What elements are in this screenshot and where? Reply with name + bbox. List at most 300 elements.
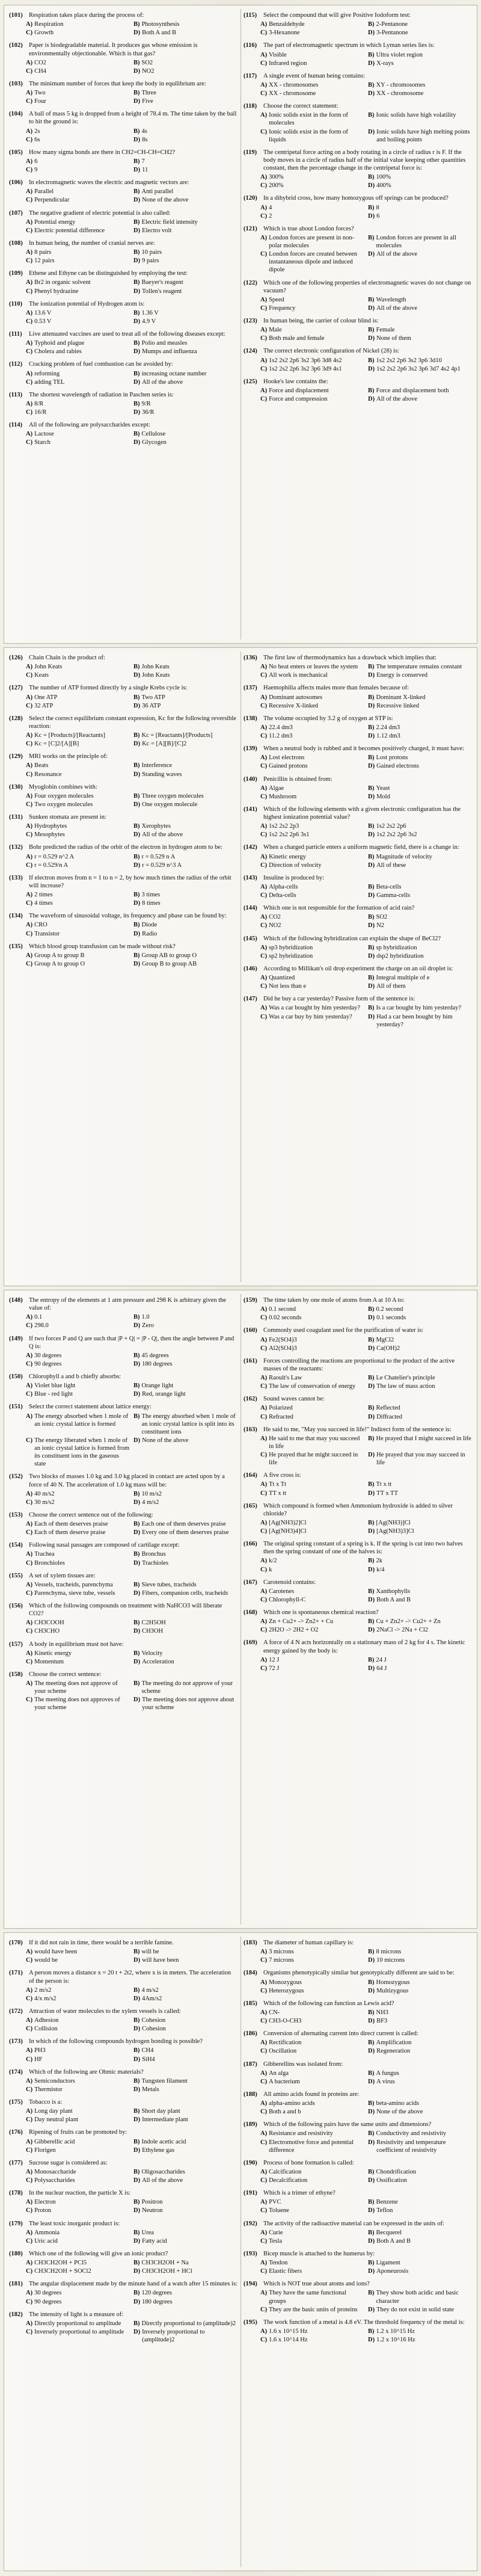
option-letter: A) <box>260 2199 268 2206</box>
question-head <box>9 360 237 368</box>
question-head <box>244 2250 472 2258</box>
option-text: Beta-cells <box>376 883 402 890</box>
option-letter: C) <box>26 348 33 356</box>
option-letter: A) <box>26 823 33 830</box>
option-text: Blue - red light <box>34 1391 73 1398</box>
question-text: Tobacco is a: <box>29 2099 63 2106</box>
option-item <box>26 702 130 710</box>
option-item <box>368 1382 472 1390</box>
option-letter: D) <box>368 952 375 960</box>
question-number: (123) <box>244 318 257 324</box>
option-letter: B) <box>133 1490 140 1497</box>
question-number: (138) <box>244 715 257 722</box>
option-text: 4 times <box>34 900 53 907</box>
option-letter: B) <box>133 1521 140 1527</box>
option-text: 90 degrees <box>34 2298 62 2305</box>
question-number: (175) <box>9 2099 23 2106</box>
option-letter: D) <box>368 2018 375 2024</box>
question-item <box>244 72 472 97</box>
option-letter: C) <box>260 861 268 869</box>
option-text: will have been <box>142 1957 179 1964</box>
option-text: Both A and B <box>376 1596 411 1603</box>
question-head <box>244 654 472 662</box>
option-item <box>260 732 364 740</box>
question-text: In human being, the carrier of colour blind is: <box>263 318 379 324</box>
option-text: Bronchioles <box>34 1559 65 1567</box>
option-letter: D) <box>368 60 375 67</box>
option-text: Momentum <box>34 1658 64 1665</box>
option-text: 6 <box>34 158 38 165</box>
option-item <box>260 1596 364 1604</box>
option-item <box>260 326 364 334</box>
question-head <box>9 1671 237 1678</box>
question-number: (114) <box>9 422 23 429</box>
question-text: Sunken stomata are present in: <box>29 814 106 821</box>
question-item <box>9 1641 237 1666</box>
option-text: CH3CH2OH + SOCl2 <box>34 2268 91 2275</box>
option-item <box>260 1413 364 1421</box>
question-number: (165) <box>244 1502 257 1509</box>
option-item <box>26 400 130 408</box>
question-number: (182) <box>9 2311 23 2318</box>
option-text: r = 0.529/n A <box>34 861 69 869</box>
option-letter: D) <box>133 29 141 37</box>
question-item <box>244 279 472 313</box>
option-text: All of the above <box>142 2177 183 2184</box>
option-item <box>260 2047 364 2055</box>
option-item <box>368 365 472 373</box>
option-letter: D) <box>133 197 141 204</box>
option-text: London forces are present in non-polar molecules <box>269 234 355 249</box>
option-item <box>260 60 364 67</box>
option-item <box>368 90 472 97</box>
option-item <box>368 784 472 792</box>
option-text: 2 <box>269 212 272 220</box>
question-item <box>9 1473 237 1506</box>
question-item <box>244 2091 472 2116</box>
option-letter: B) <box>133 2047 140 2054</box>
option-text: Mold <box>376 793 390 800</box>
question-head <box>244 2159 472 2167</box>
question-text: Which one of the following will give an ionic product? <box>29 2250 168 2257</box>
question-text: Bohr predicted the radius of the orbit of the electron in hydrogen atom to be: <box>29 844 222 851</box>
option-item <box>133 279 237 286</box>
right-column <box>244 11 472 637</box>
option-text: 7 <box>141 158 145 165</box>
option-letter: B) <box>133 158 140 165</box>
option-text: Lactose <box>34 431 54 438</box>
question-number: (153) <box>9 1511 23 1518</box>
option-item <box>26 248 130 256</box>
option-item <box>260 365 364 373</box>
option-item <box>368 762 472 770</box>
question-number: (111) <box>9 331 22 337</box>
question-text: Myoglobin combines with: <box>29 783 97 790</box>
option-item <box>26 1499 130 1506</box>
option-letter: B) <box>368 51 375 58</box>
options-list <box>26 1520 237 1536</box>
question-text: Chain Chain is the product of: <box>29 655 105 661</box>
option-item <box>133 2107 237 2115</box>
option-item <box>26 1956 130 1964</box>
option-letter: A) <box>260 296 268 303</box>
options-list <box>26 2047 237 2063</box>
option-letter: B) <box>133 1986 140 1994</box>
option-letter: A) <box>260 1618 268 1625</box>
option-item <box>368 2267 472 2275</box>
option-text: Standing waves <box>142 771 182 778</box>
question-number: (154) <box>9 1542 23 1549</box>
question-item <box>244 1502 472 1536</box>
option-text: Br2 in organic solvent <box>34 279 91 286</box>
option-text: Resistivity and temperature coefficient of resistivity <box>376 2139 446 2154</box>
option-letter: B) <box>133 2199 140 2206</box>
option-letter: B) <box>368 357 375 364</box>
question-item <box>244 1357 472 1391</box>
option-item <box>133 2056 237 2063</box>
option-letter: B) <box>368 21 375 28</box>
option-text: Both male and female <box>269 335 325 342</box>
question-text: The intensity of light is a measure of: <box>29 2311 124 2318</box>
option-text: Toluene <box>269 2207 289 2214</box>
question-text: Attraction of water molecules to the xylem vessels is called: <box>29 2007 181 2015</box>
option-item <box>133 1986 237 1994</box>
option-item <box>260 944 364 952</box>
option-text: r = 0.529 n^3 A <box>142 861 182 869</box>
question-number: (189) <box>244 2121 257 2128</box>
option-letter: A) <box>26 59 33 66</box>
option-item <box>26 288 130 295</box>
option-text: They are the basic units of proteins <box>269 2306 358 2313</box>
option-text: 2.24 dm3 <box>376 724 400 731</box>
option-letter: A) <box>260 2069 268 2077</box>
option-item <box>368 1490 472 1497</box>
option-text: Algae <box>269 784 284 792</box>
option-item <box>260 1305 364 1313</box>
option-letter: D) <box>133 439 141 446</box>
option-item <box>368 2306 472 2314</box>
question-item <box>9 1373 237 1398</box>
options-list <box>260 1404 472 1420</box>
option-item <box>260 822 364 830</box>
option-letter: A) <box>260 2039 268 2047</box>
option-item <box>133 29 237 37</box>
option-letter: C) <box>26 741 33 748</box>
option-item <box>26 1313 130 1321</box>
question-item <box>244 1540 472 1574</box>
options-list <box>260 822 472 839</box>
question-head <box>244 102 472 110</box>
option-item <box>260 296 364 304</box>
option-item <box>368 81 472 89</box>
option-item <box>133 1589 237 1597</box>
option-letter: C) <box>260 2109 268 2116</box>
option-letter: A) <box>26 762 33 769</box>
question-item <box>244 684 472 709</box>
option-item <box>133 1352 237 1360</box>
option-text: k/2 <box>269 1558 277 1565</box>
question-text: If two forces P and Q are such that |P + Q| = |P - Q|, then the angle between P and Q is: <box>29 1335 234 1350</box>
option-text: XX - chromosomes <box>269 81 319 88</box>
option-letter: C) <box>260 2048 268 2055</box>
option-letter: C) <box>26 1957 33 1964</box>
option-text: Amplification <box>376 2039 412 2047</box>
options-list <box>260 81 472 97</box>
question-head <box>9 1296 237 1312</box>
question-number: (113) <box>9 391 23 398</box>
option-letter: C) <box>26 2146 33 2154</box>
question-number: (145) <box>244 935 257 942</box>
option-item <box>133 1948 237 1956</box>
option-text: 7 microns <box>269 1957 294 1964</box>
option-letter: A) <box>260 2100 268 2107</box>
option-letter: B) <box>133 1551 140 1558</box>
option-item <box>260 974 364 982</box>
option-item <box>260 982 364 990</box>
question-head <box>244 194 472 202</box>
option-letter: D) <box>368 128 375 135</box>
question-number: (128) <box>9 715 23 722</box>
option-text: Chondrification <box>376 2168 416 2175</box>
option-letter: A) <box>26 90 33 96</box>
option-text: Semiconductors <box>34 2077 75 2085</box>
options-list <box>26 400 237 416</box>
option-text: A bacterium <box>269 2078 300 2085</box>
question-number: (135) <box>9 943 23 950</box>
option-item <box>133 2237 237 2245</box>
options-list <box>260 204 472 220</box>
question-item <box>9 2068 237 2094</box>
option-text: Had a car been bought by him yesterday? <box>376 1013 453 1028</box>
question-head <box>244 1579 472 1586</box>
option-letter: D) <box>133 348 141 356</box>
option-text: London forces are created between instantaneous dipole and induced dipole <box>269 251 358 274</box>
option-item <box>260 1490 364 1497</box>
option-letter: C) <box>260 128 268 135</box>
option-item <box>26 2116 130 2124</box>
question-number: (166) <box>244 1541 257 1548</box>
option-item <box>133 2025 237 2033</box>
question-item <box>244 1969 472 1994</box>
question-item <box>9 943 237 968</box>
option-item <box>133 801 237 809</box>
option-text: Tendon <box>269 2260 288 2266</box>
option-item <box>368 694 472 701</box>
option-item <box>368 2177 472 2184</box>
options-list <box>260 1374 472 1390</box>
option-item <box>260 2237 364 2245</box>
question-head <box>9 912 237 920</box>
question-head <box>244 1471 472 1479</box>
option-text: Oscillation <box>269 2048 297 2055</box>
right-column <box>244 1296 472 1922</box>
option-letter: C) <box>260 983 268 990</box>
option-item <box>368 182 472 190</box>
option-letter: D) <box>133 2207 141 2214</box>
option-letter: C) <box>260 182 268 190</box>
question-item <box>9 1602 237 1636</box>
option-item <box>260 1382 364 1390</box>
option-letter: B) <box>133 2260 140 2266</box>
question-head <box>244 2121 472 2128</box>
option-text: 8/R <box>34 400 44 407</box>
option-item <box>26 2259 130 2267</box>
option-text: 9 pairs <box>142 257 159 265</box>
question-text: The first law of thermodynamics has a drawback which implies that: <box>263 655 437 661</box>
question-item <box>244 2280 472 2314</box>
option-letter: A) <box>26 400 33 407</box>
question-number: (190) <box>244 2159 257 2166</box>
question-text: Which of the following pairs have the same units and dimensions? <box>263 2121 432 2128</box>
option-letter: B) <box>133 128 140 135</box>
options-list <box>260 173 472 190</box>
option-text: Thermistor <box>34 2086 63 2093</box>
option-item <box>368 1566 472 1574</box>
option-item <box>26 378 130 386</box>
question-item <box>9 2159 237 2184</box>
option-text: Both a and b <box>269 2109 301 2116</box>
option-text: Red, orange light <box>142 1391 186 1398</box>
option-text: London forces are present in all molecules <box>376 234 456 249</box>
question-text: Which of the following are Ohmic materials? <box>29 2068 144 2075</box>
option-text: Diode <box>141 922 158 929</box>
question-number: (186) <box>244 2030 257 2038</box>
option-item <box>133 694 237 701</box>
option-letter: D) <box>133 2298 141 2305</box>
question-text: Choose the correct sentence out of the following: <box>29 1511 153 1518</box>
option-item <box>133 921 237 929</box>
option-letter: B) <box>368 853 375 860</box>
question-item <box>9 654 237 679</box>
option-letter: D) <box>368 1345 375 1352</box>
question-head <box>9 1541 237 1549</box>
option-text: XY - chromosomes <box>376 81 426 88</box>
option-text: Curie <box>269 2229 283 2236</box>
options-list <box>26 1948 237 1964</box>
option-item <box>368 2139 472 2154</box>
option-letter: B) <box>133 279 140 286</box>
option-text: 9/R <box>141 400 151 407</box>
option-text: Florigen <box>34 2146 56 2154</box>
option-item <box>260 2139 364 2154</box>
question-number: (108) <box>9 239 23 247</box>
option-letter: D) <box>133 288 141 295</box>
question-number: (152) <box>9 1473 23 1481</box>
option-text: Cu + Zn2+ -> Cu2+ + Zn <box>376 1618 441 1625</box>
options-list <box>26 20 237 37</box>
option-text: 180 degrees <box>142 2298 173 2305</box>
option-item <box>133 348 237 356</box>
option-text: A fungus <box>376 2069 399 2077</box>
option-text: None of the above <box>376 2109 423 2116</box>
question-text: A ball of mass 5 kg is dropped from a height of 78.4 m. The time taken by the ball to hit the ground is: <box>29 111 237 126</box>
question-text: Respiration takes place during the process of: <box>29 12 144 19</box>
option-item <box>26 2025 130 2033</box>
option-letter: C) <box>260 1987 268 1994</box>
option-item <box>133 309 237 317</box>
options-list <box>260 111 472 144</box>
options-list <box>26 1352 237 1368</box>
option-item <box>133 1413 237 1436</box>
option-text: Sieve tubes, tracheids <box>141 1581 197 1588</box>
question-number: (110) <box>9 300 23 307</box>
option-item <box>133 792 237 800</box>
question-text: Organisms phenotypically similar but genotypically different are said to be: <box>263 1970 455 1977</box>
option-item <box>260 2130 364 2137</box>
option-text: Baeyer's reagent <box>141 279 183 286</box>
option-letter: A) <box>260 1558 268 1565</box>
options-list <box>260 2100 472 2116</box>
option-item <box>26 1627 130 1635</box>
option-text: [Ag(NH3)4]Cl <box>269 1528 307 1535</box>
option-text: Frequency <box>269 304 296 312</box>
option-letter: A) <box>26 1521 33 1527</box>
option-letter: D) <box>133 1628 141 1635</box>
option-item <box>133 1360 237 1368</box>
option-item <box>133 2289 237 2297</box>
option-item <box>260 20 364 28</box>
option-text: Group AB to group O <box>141 952 197 959</box>
option-text: 3 microns <box>269 1949 294 1956</box>
option-item <box>26 1382 130 1390</box>
option-letter: D) <box>368 304 375 312</box>
option-text: 2H2O -> 2H2 + O2 <box>269 1627 319 1634</box>
question-item <box>244 2121 472 2154</box>
left-column <box>9 654 237 1280</box>
question-head <box>9 2159 237 2167</box>
question-text: Commonly used coagulant used for the purification of water is: <box>263 1327 424 1334</box>
question-head <box>244 1395 472 1403</box>
option-letter: A) <box>26 340 33 347</box>
options-list <box>26 2168 237 2184</box>
option-item <box>368 724 472 732</box>
option-item <box>260 395 364 403</box>
question-text: The activity of the radioactive material can be expressed in the units of: <box>263 2220 444 2227</box>
option-text: CH3-O-CH3 <box>269 2018 302 2024</box>
option-letter: A) <box>26 2108 33 2115</box>
question-item <box>244 2220 472 2245</box>
question-block <box>4 1932 477 2571</box>
option-item <box>368 20 472 28</box>
option-text: Kinetic energy <box>269 853 307 860</box>
question-text: Which one is spontaneous chemical reaction? <box>263 1609 379 1616</box>
option-text: The law of conservation of energy <box>269 1383 356 1390</box>
question-number: (105) <box>9 149 23 156</box>
question-number: (157) <box>9 1641 23 1648</box>
option-item <box>260 1345 364 1352</box>
question-text: The diameter of human capillary is: <box>263 1940 354 1946</box>
question-head <box>9 2128 237 2136</box>
option-letter: B) <box>133 2077 140 2085</box>
option-item <box>26 771 130 778</box>
option-letter: B) <box>133 1949 140 1956</box>
option-item <box>368 326 472 334</box>
question-head <box>244 715 472 723</box>
option-item <box>260 2289 364 2305</box>
option-letter: C) <box>26 930 33 937</box>
option-letter: C) <box>26 1589 33 1597</box>
option-letter: A) <box>26 309 33 316</box>
option-item <box>260 2229 364 2237</box>
option-text: 1.6 x 10^15 Hz <box>269 2328 308 2335</box>
option-text: Wavelength <box>376 296 406 303</box>
option-item <box>26 2077 130 2085</box>
option-item <box>260 671 364 679</box>
option-letter: D) <box>368 831 375 839</box>
option-letter: C) <box>260 1345 268 1352</box>
option-text: sp3 hybridization <box>269 944 313 951</box>
options-list <box>26 2107 237 2124</box>
